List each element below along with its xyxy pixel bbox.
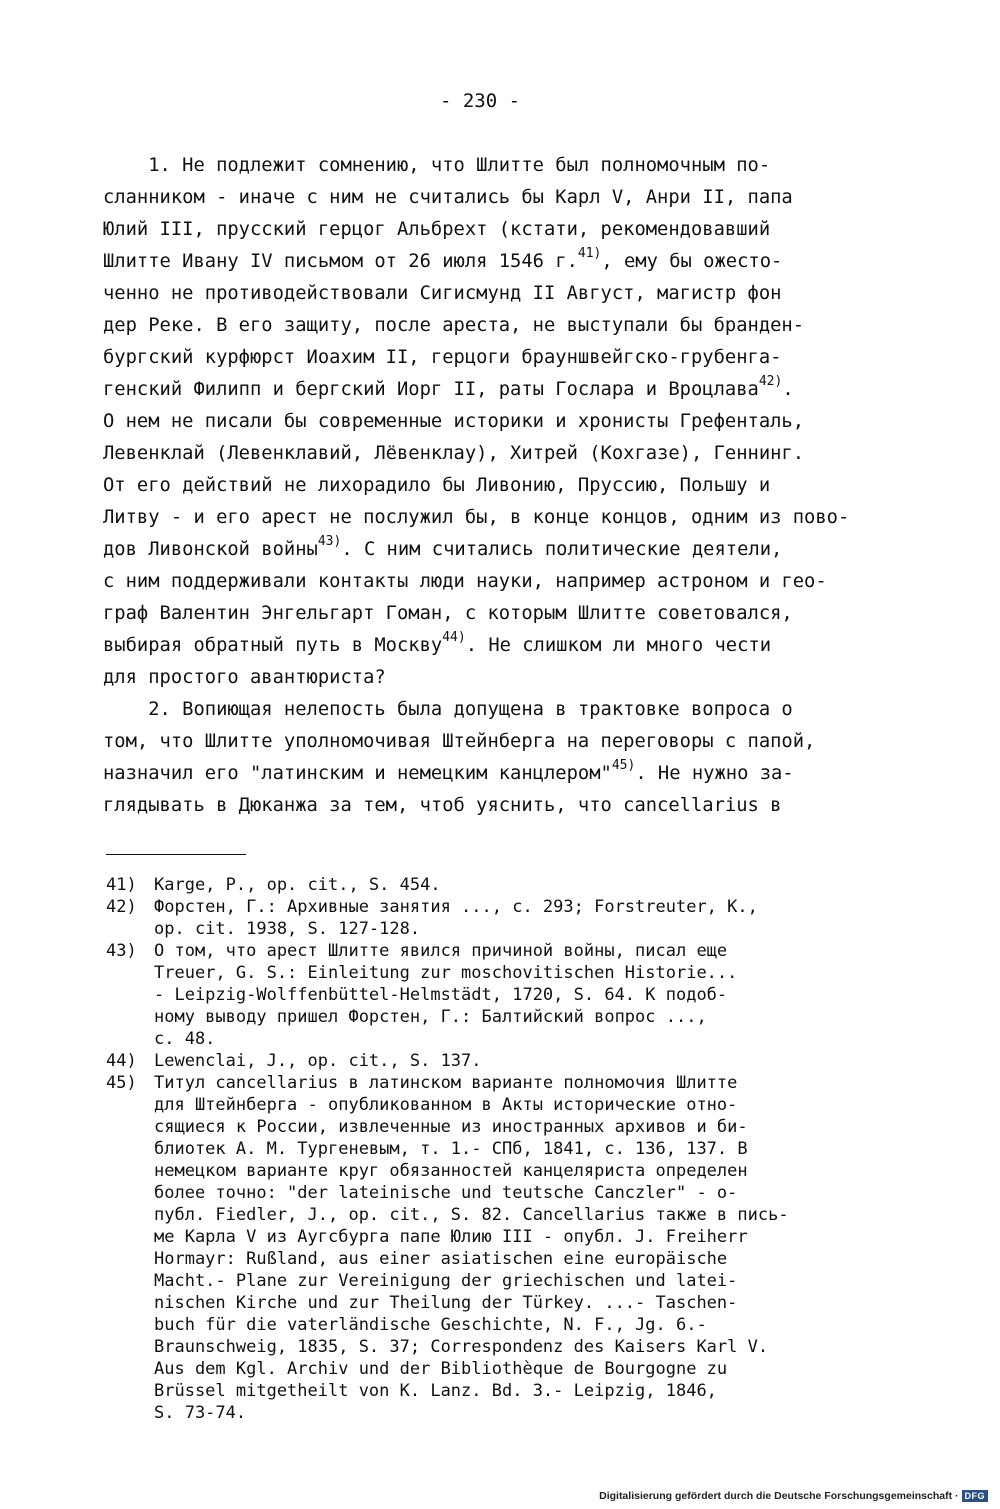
- footnote-line: О том, что арест Шлитте явился причиной войны, писал еще: [154, 941, 728, 961]
- text-line: [103, 534, 903, 566]
- footnote-line: сящиеся к России, извлеченные из иностранных архивов и би-: [154, 1117, 748, 1137]
- footnote-line: Brüssel mitgetheilt von K. Lanz. Bd. 3.- Leipzig, 1846,: [154, 1381, 717, 1401]
- footnote-line: Aus dem Kgl. Archiv und der Bibliothèque de Bourgogne zu: [154, 1359, 728, 1379]
- text-line: с ним поддерживали контакты люди науки, например астроном и гео-: [103, 571, 827, 592]
- text-segment: , ему бы ожесто-: [601, 251, 783, 272]
- text-line: 1. Не подлежит сомнению, что Шлитте был полномочным по-: [103, 155, 771, 176]
- text-line: бургский курфюрст Иоахим II, герцоги брауншвейгско-грубенга-: [103, 347, 782, 368]
- text-segment: . С ним считались политические деятели,: [341, 539, 783, 560]
- text-segment: . Не слишком ли много чести: [465, 635, 771, 656]
- text-line: О нем не писали бы современные историки и хронисты Грефенталь,: [103, 411, 805, 432]
- text-line: Юлий III, прусский герцог Альбрехт (кстати, рекомендовавший: [103, 219, 771, 240]
- footnote-line: блиотек А. М. Тургеневым, т. 1.- СПб, 1841, с. 136, 137. В: [154, 1139, 748, 1159]
- footnote-line: Форстен, Г.: Архивные занятия ..., с. 293; Forstreuter, K.,: [154, 897, 758, 917]
- text-segment: Шлитте Ивану IV письмом от 26 июля 1546 г.: [103, 251, 578, 272]
- text-segment: .: [782, 379, 794, 400]
- footnote-line: с. 48.: [154, 1029, 216, 1049]
- footnote-ref-41: 41): [577, 246, 602, 261]
- footnote-42: [106, 896, 906, 940]
- text-line: [103, 758, 903, 790]
- footnote-line: Hormayr: Rußland, aus einer asiatischen eine europäische: [154, 1249, 728, 1269]
- footnote-separator: [106, 854, 246, 855]
- footnote-line: Braunschweig, 1835, S. 37; Correspondenz des Kaisers Karl V.: [154, 1337, 769, 1357]
- text-line: [103, 246, 903, 278]
- footnote-43: [106, 940, 906, 1050]
- text-line: [103, 630, 903, 662]
- footnote-line: публ. Fiedler, J., op. cit., S. 82. Cancellarius также в пись-: [154, 1205, 789, 1225]
- text-line: Левенклай (Левенклавий, Лёвенклау), Хитрей (Кохгазе), Геннинг.: [103, 443, 805, 464]
- footnote-line: S. 73-74.: [154, 1403, 247, 1423]
- text-line: [103, 374, 903, 406]
- dfg-logo: DFG: [962, 1490, 989, 1502]
- footnote-number: 43): [106, 941, 137, 961]
- footnote-ref-45: 45): [611, 758, 636, 773]
- text-segment: . Не нужно за-: [635, 763, 794, 784]
- footnote-line: Титул cancellarius в латинском варианте полномочия Шлитте: [154, 1073, 738, 1093]
- footnotes: [106, 874, 906, 1424]
- text-line: глядывать в Дюканжа за тем, чтоб уяснить, что cancellarius в: [103, 795, 782, 816]
- footnote-line: buch für die vaterländische Geschichte, N. F., Jg. 6.-: [154, 1315, 707, 1335]
- text-line: дер Реке. В его защиту, после ареста, не выступали бы бранден-: [103, 315, 805, 336]
- text-line: граф Валентин Энгельгарт Гоман, с которым Шлитте советовался,: [103, 603, 793, 624]
- footnote-line: Macht.- Plane zur Vereinigung der griechischen und latei-: [154, 1271, 738, 1291]
- text-line: сланником - иначе с ним не считались бы Карл V, Анри II, папа: [103, 187, 793, 208]
- text-line: От его действий не лихорадило бы Ливонию, Пруссию, Польшу и: [103, 475, 771, 496]
- footnote-line: для Штейнберга - опубликованном в Акты исторические отно-: [154, 1095, 738, 1115]
- text-line: том, что Шлитте уполномочивая Штейнберга на переговоры с папой,: [103, 731, 816, 752]
- text-segment: назначил его "латинским и немецким канцлером": [103, 763, 612, 784]
- footnote-line: Karge, P., op. cit., S. 454.: [154, 875, 441, 895]
- text-segment: генский Филипп и бергский Иорг II, раты Гослара и Вроцлава: [103, 379, 759, 400]
- footnote-line: ме Карла V из Аугсбурга папе Юлию III - опубл. J. Freiherr: [154, 1227, 748, 1247]
- footnote-ref-43: 43): [317, 534, 342, 549]
- page-number: - 230 -: [439, 90, 521, 112]
- footnote-number: 44): [106, 1051, 137, 1071]
- footnote-line: немецком варианте круг обязанностей канцеляриста определен: [154, 1161, 748, 1181]
- footnote-line: - Leipzig-Wolffenbüttel-Helmstädt, 1720, S. 64. К подоб-: [154, 985, 728, 1005]
- text-line: 2. Вопиющая нелепость была допущена в трактовке вопроса о: [103, 699, 793, 720]
- text-line: для простого авантюриста?: [103, 667, 386, 688]
- dfg-banner: [599, 1490, 988, 1502]
- text-line: Литву - и его арест не послужил бы, в конце концов, одним из пово-: [103, 507, 850, 528]
- footnote-line: Lewenclai, J., op. cit., S. 137.: [154, 1051, 482, 1071]
- footnote-number: 41): [106, 875, 137, 895]
- footnote-41: [106, 874, 906, 896]
- banner-text: Digitalisierung gefördert durch die Deutsche Forschungsgemeinschaft ·: [599, 1490, 959, 1502]
- footnote-44: [106, 1050, 906, 1072]
- footnote-line: op. cit. 1938, S. 127-128.: [154, 919, 421, 939]
- footnote-number: 42): [106, 897, 137, 917]
- text-segment: дов Ливонской войны: [103, 539, 318, 560]
- footnote-number: 45): [106, 1073, 137, 1093]
- footnote-line: более точно: "der lateinische und teutsche Canczler" - о-: [154, 1183, 738, 1203]
- text-segment: выбирая обратный путь в Москву: [103, 635, 443, 656]
- footnote-line: ному выводу пришел Форстен, Г.: Балтийский вопрос ...,: [154, 1007, 707, 1027]
- footnote-ref-44: 44): [442, 630, 466, 645]
- text-line: ченно не противодействовали Сигисмунд II Август, магистр фон: [103, 283, 782, 304]
- main-text: [103, 150, 903, 822]
- footnote-line: nischen Kirche und zur Theilung der Türkey. ...- Taschen-: [154, 1293, 738, 1313]
- footnote-line: Treuer, G. S.: Einleitung zur moschovitischen Historie...: [154, 963, 738, 983]
- footnote-45: [106, 1072, 906, 1424]
- footnote-ref-42: 42): [758, 374, 783, 389]
